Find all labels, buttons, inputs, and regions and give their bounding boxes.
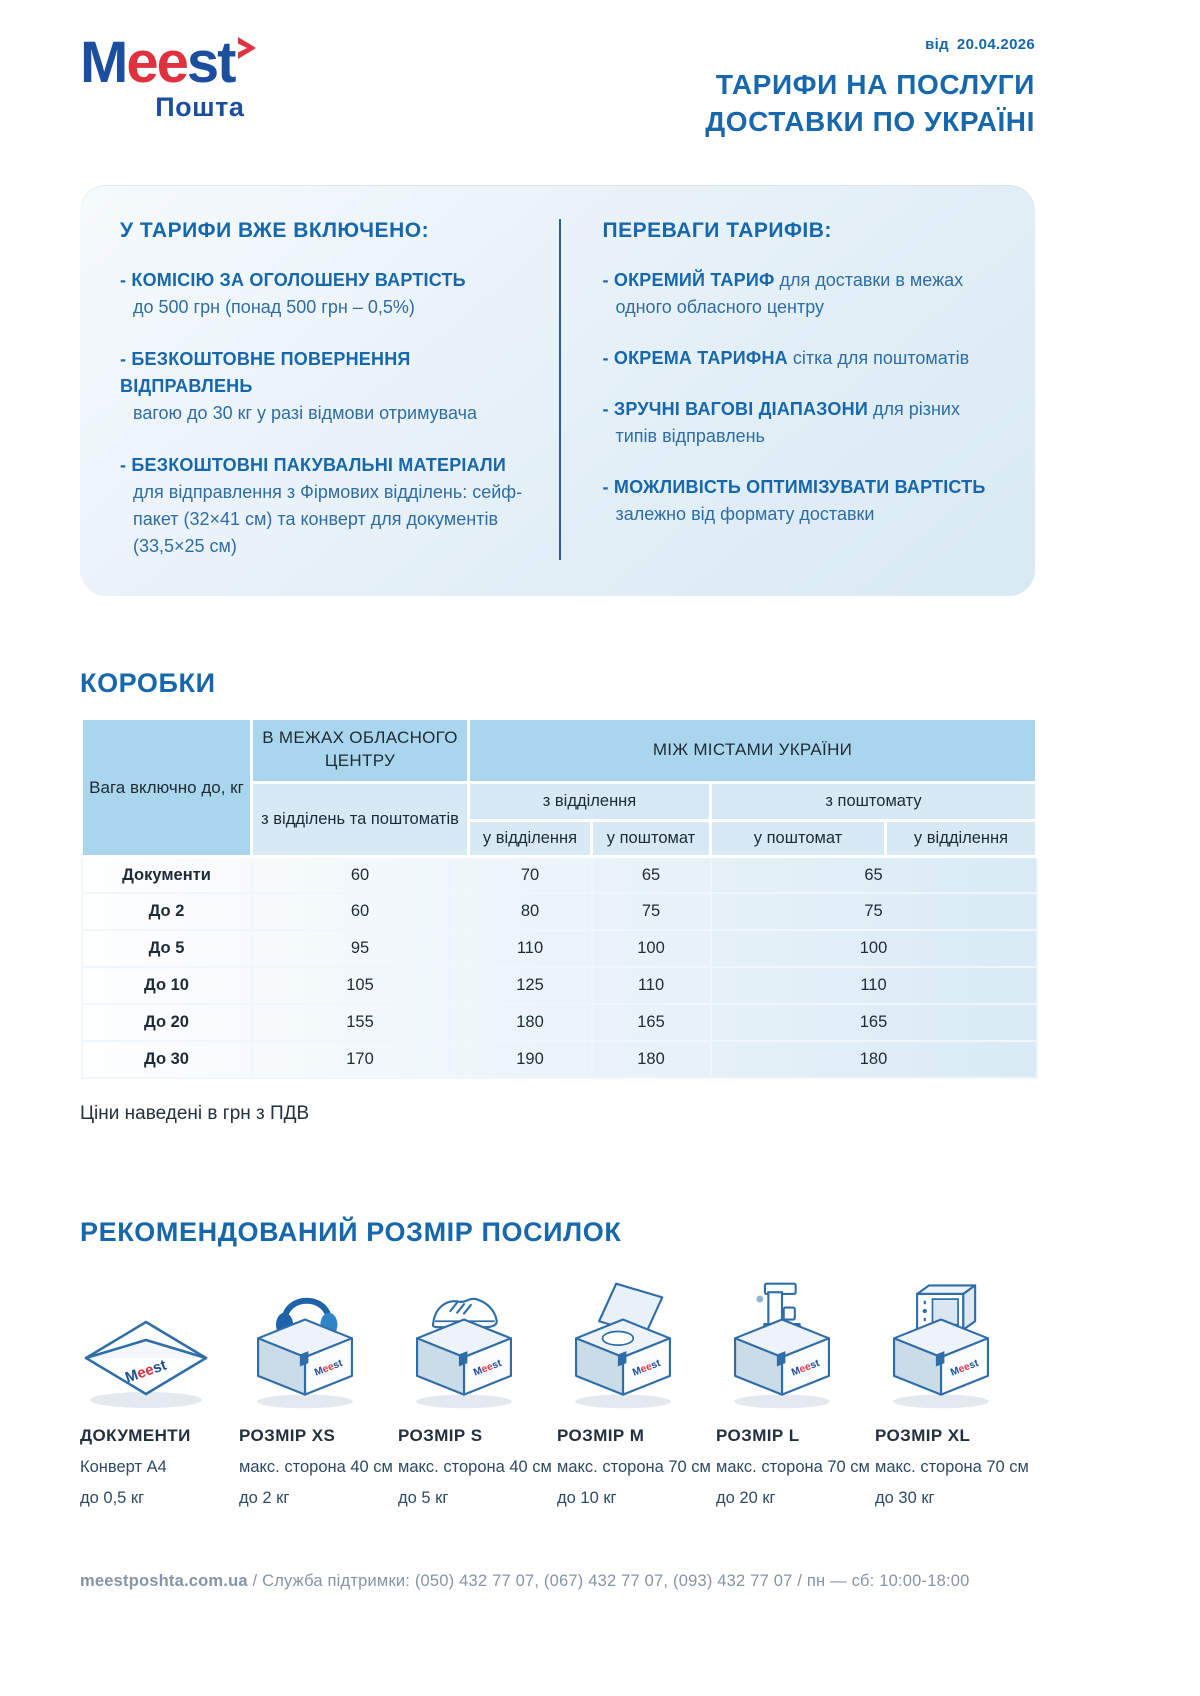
svg-text:Meest: Meest (472, 1358, 504, 1380)
table-row (82, 1041, 1037, 1078)
size-card-s (398, 1282, 557, 1508)
price-cell: 75 (592, 893, 711, 930)
table-row (82, 893, 1037, 930)
size-desc: макс. сторона 70 см (557, 1458, 711, 1477)
envelope-icon (80, 1282, 239, 1410)
included-item-text: до 500 грн (понад 500 грн – 0,5%) (133, 296, 415, 317)
vat-note: Ціни наведені в грн з ПДВ (80, 1103, 310, 1125)
box-headphones-icon (239, 1282, 398, 1410)
size-desc: макс. сторона 70 см (716, 1458, 870, 1477)
subheader-from-locker: з поштомату (711, 782, 1037, 820)
col-header-local: В МЕЖАХ ОБЛАСНОГО ЦЕНТРУ (252, 718, 469, 782)
logo-subtitle: Пошта (155, 92, 245, 122)
price-cell: 75 (711, 893, 1037, 930)
table-row (82, 1004, 1037, 1041)
included-item (120, 267, 523, 321)
row-label: До 5 (82, 930, 252, 967)
included-item (120, 346, 523, 427)
size-card-xs (239, 1282, 398, 1508)
advantage-item-text: для доставки в межах одного обласного центру (615, 269, 964, 317)
size-weight: до 30 кг (875, 1489, 935, 1508)
size-label: РОЗМІР L (716, 1426, 800, 1446)
price-cell: 70 (469, 856, 592, 893)
row-label: До 2 (82, 893, 252, 930)
sizes-section-title: РЕКОМЕНДОВАНИЙ РОЗМІР ПОСИЛОК (80, 1217, 622, 1248)
included-item-text: вагою до 30 кг у разі відмови отримувача (133, 402, 478, 423)
svg-text:Meest: Meest (790, 1358, 822, 1380)
price-cell: 110 (592, 967, 711, 1004)
advantages-title: ПЕРЕВАГИ ТАРИФІВ: (602, 218, 832, 242)
tariff-table (80, 717, 1038, 1080)
price-cell: 170 (252, 1041, 469, 1078)
price-cell: 155 (252, 1004, 469, 1041)
box-sneaker-icon (398, 1282, 557, 1410)
advantage-item (603, 345, 998, 372)
size-label: РОЗМІР M (557, 1426, 645, 1446)
subheader-to-locker: у поштомат (711, 820, 886, 856)
advantage-item (603, 396, 998, 450)
price-cell: 165 (592, 1004, 711, 1041)
svg-text:Meest: Meest (122, 1356, 169, 1387)
meest-logo-wordmark (80, 30, 258, 95)
col-header-intercity: МІЖ МІСТАМИ УКРАЇНИ (469, 718, 1037, 782)
col-header-weight: Вага включно до, кг (82, 718, 252, 856)
table-row (82, 930, 1037, 967)
subheader-to-branch: у відділення (886, 820, 1037, 856)
price-cell: 100 (711, 930, 1037, 967)
size-label: РОЗМІР XL (875, 1426, 971, 1446)
price-cell: 100 (592, 930, 711, 967)
page-title (705, 67, 1035, 141)
price-cell: 65 (711, 856, 1037, 893)
included-item (120, 452, 523, 560)
price-cell: 60 (252, 856, 469, 893)
row-label: До 20 (82, 1004, 252, 1041)
header (80, 0, 1035, 141)
logo-letter-m: M (80, 30, 127, 95)
size-weight: до 2 кг (239, 1489, 290, 1508)
price-cell: 180 (711, 1041, 1037, 1078)
date-value: 20.04.2026 (956, 36, 1035, 53)
row-label: Документи (82, 856, 252, 893)
box-microwave-icon (875, 1282, 1034, 1410)
included-item-bold: - БЕЗКОШТОВНІ ПАКУВАЛЬНІ МАТЕРІАЛИ (120, 454, 506, 475)
advantage-item-text: для різних типів відправлень (615, 398, 960, 446)
size-desc: макс. сторона 40 см (239, 1458, 393, 1477)
size-weight: до 5 кг (398, 1489, 449, 1508)
svg-text:Meest: Meest (313, 1358, 345, 1380)
box-coffee-machine-icon (716, 1282, 875, 1410)
table-row (82, 856, 1037, 893)
advantages-column (559, 219, 998, 560)
subheader-local: з відділень та поштоматів (252, 782, 469, 856)
row-label: До 30 (82, 1041, 252, 1078)
tariff-info-panel (80, 185, 1035, 596)
footer (80, 1572, 1035, 1591)
price-cell: 60 (252, 893, 469, 930)
subheader-from-branch: з відділення (469, 782, 711, 820)
size-card-documents (80, 1282, 239, 1508)
header-title-block (705, 30, 1035, 141)
advantage-item-bold: - ОКРЕМА ТАРИФНА (602, 347, 788, 368)
price-cell: 95 (252, 930, 469, 967)
price-cell: 165 (711, 1004, 1037, 1041)
sizes-row (80, 1282, 1035, 1508)
document-date (705, 36, 1035, 53)
price-cell: 110 (469, 930, 592, 967)
advantage-item-bold: - МОЖЛИВІСТЬ ОПТИМІЗУВАТИ ВАРТІСТЬ (602, 476, 986, 497)
price-cell: 180 (469, 1004, 592, 1041)
size-desc: макс. сторона 70 см (875, 1458, 1029, 1477)
size-weight: до 0,5 кг (80, 1489, 145, 1508)
size-desc: макс. сторона 40 см (398, 1458, 552, 1477)
included-item-bold: - БЕЗКОШТОВНЕ ПОВЕРНЕННЯ ВІДПРАВЛЕНЬ (120, 348, 411, 396)
price-cell: 80 (469, 893, 592, 930)
price-cell: 110 (711, 967, 1037, 1004)
size-weight: до 20 кг (716, 1489, 776, 1508)
included-item-text: для відправлення з Фірмових відділень: сейф-пакет (32×41 см) та конверт для документів (33,5×25 см) (133, 481, 523, 556)
price-cell: 125 (469, 967, 592, 1004)
advantage-item (603, 267, 998, 321)
logo-letters-st: st (186, 30, 235, 95)
size-weight: до 10 кг (557, 1489, 617, 1508)
price-cell: 190 (469, 1041, 592, 1078)
date-prefix: від (925, 36, 949, 53)
page-title-line2: ДОСТАВКИ ПО УКРАЇНІ (705, 105, 1035, 137)
included-column (120, 219, 559, 560)
website-link[interactable]: meestposhta.com.ua (80, 1572, 248, 1591)
advantage-item-text: сітка для поштоматів (787, 347, 970, 368)
size-card-m (557, 1282, 716, 1508)
price-cell: 65 (592, 856, 711, 893)
box-monitor-icon (557, 1282, 716, 1410)
included-title: У ТАРИФИ ВЖЕ ВКЛЮЧЕНО: (120, 218, 430, 242)
size-card-l (716, 1282, 875, 1508)
price-cell: 105 (252, 967, 469, 1004)
table-row (82, 967, 1037, 1004)
logo-letters-ee: ee (126, 30, 187, 95)
row-label: До 10 (82, 967, 252, 1004)
meest-logo (80, 30, 258, 121)
advantage-item-text: залежно від формату доставки (615, 503, 875, 524)
page-title-line1: ТАРИФИ НА ПОСЛУГИ (715, 69, 1035, 100)
svg-text:Meest: Meest (949, 1358, 981, 1380)
advantage-item-bold: - ОКРЕМИЙ ТАРИФ (602, 269, 775, 290)
advantage-item (603, 474, 998, 528)
subheader-to-branch: у відділення (469, 820, 592, 856)
size-card-xl (875, 1282, 1034, 1508)
boxes-section-title: КОРОБКИ (80, 667, 216, 698)
size-label: ДОКУМЕНТИ (80, 1426, 191, 1446)
svg-text:Meest: Meest (631, 1358, 663, 1380)
size-desc: Конверт А4 (80, 1458, 167, 1477)
size-label: РОЗМІР S (398, 1426, 483, 1446)
price-cell: 180 (592, 1041, 711, 1078)
advantage-item-bold: - ЗРУЧНІ ВАГОВІ ДІАПАЗОНИ (602, 398, 868, 419)
size-label: РОЗМІР XS (239, 1426, 336, 1446)
subheader-to-locker: у поштомат (592, 820, 711, 856)
footer-support-text: / Служба підтримки: (050) 432 77 07, (067) 432 77 07, (093) 432 77 07 / пн — сб: 10:00-18:00 (247, 1572, 970, 1591)
included-item-bold: - КОМІСІЮ ЗА ОГОЛОШЕНУ ВАРТІСТЬ (120, 269, 466, 290)
page (80, 0, 1035, 1591)
meest-arrow-icon (236, 36, 258, 66)
